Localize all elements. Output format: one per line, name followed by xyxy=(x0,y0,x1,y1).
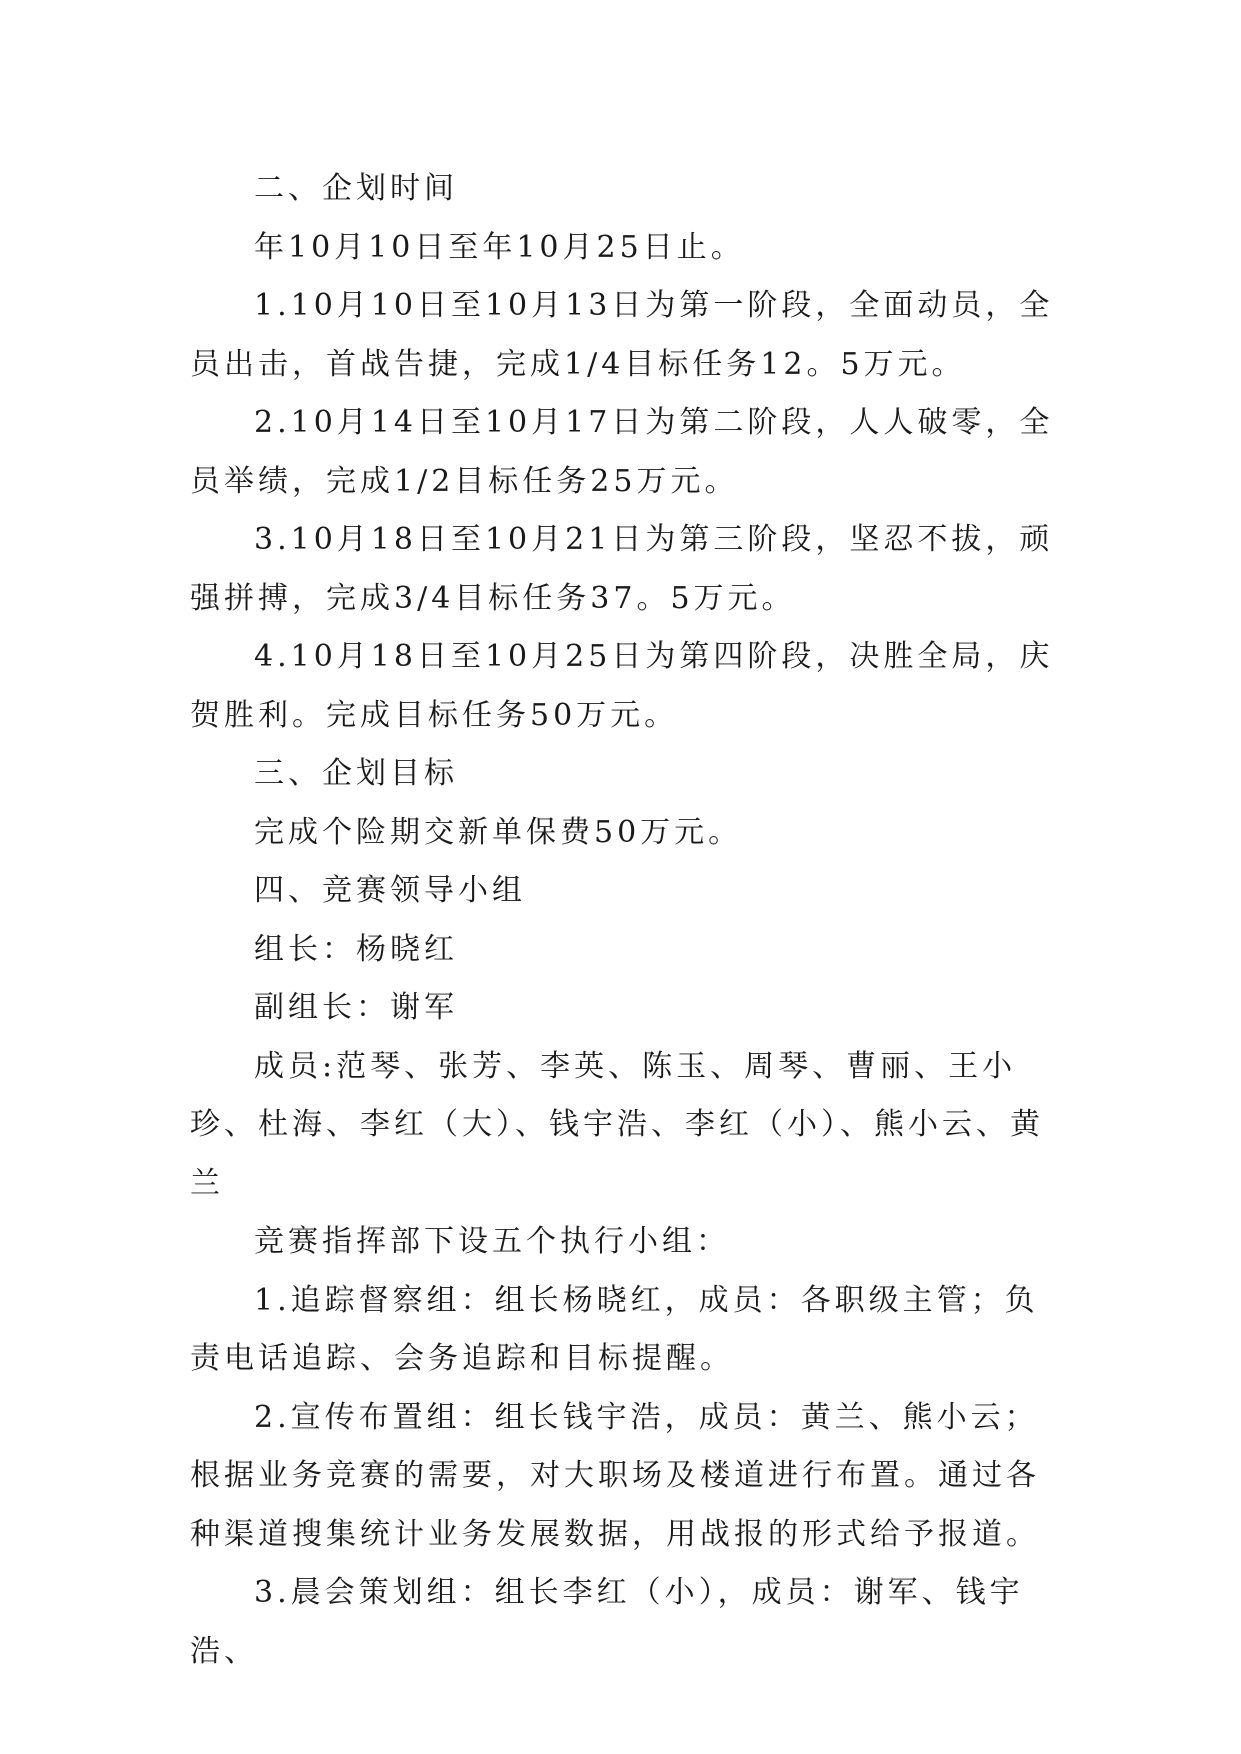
paragraph-phase-1: 1.10月10日至10月13日为第一阶段，全面动员，全员出击，首战告捷，完成1/4目标任务12。5万元。 xyxy=(190,288,1054,382)
paragraph-group-leader: 组长：杨晓红 xyxy=(254,931,458,967)
heading-planning-time: 二、企划时间 xyxy=(254,171,458,206)
paragraph-phase-3: 3.10月18日至10月21日为第三阶段，坚忍不拔，顽强拼搏，完成3/4目标任务37。5万元。 xyxy=(190,522,1054,616)
paragraph-subgroup-2: 2.宣传布置组：组长钱宇浩，成员：黄兰、熊小云；根据业务竞赛的需要，对大职场及楼道进行布置。通过各种渠道搜集统计业务发展数据，用战报的形式给予报道。 xyxy=(190,1399,1040,1552)
heading-leadership-group: 四、竞赛领导小组 xyxy=(254,873,526,908)
paragraph-subgroup-3: 3.晨会策划组：组长李红（小），成员：谢军、钱宇浩、 xyxy=(190,1575,1024,1669)
paragraph-deputy-leader: 副组长：谢军 xyxy=(254,990,458,1025)
document-body xyxy=(190,160,1070,1681)
paragraph-subgroups-intro: 竞赛指挥部下设五个执行小组： xyxy=(254,1224,730,1259)
paragraph-subgroup-1: 1.追踪督察组：组长杨晓红，成员：各职级主管；负责电话追踪、会务追踪和目标提醒。 xyxy=(190,1282,1039,1376)
heading-planning-goal: 三、企划目标 xyxy=(254,756,458,791)
paragraph-phase-4: 4.10月18日至10月25日为第四阶段，决胜全局，庆贺胜利。完成目标任务50万元。 xyxy=(190,639,1054,733)
paragraph-phase-2: 2.10月14日至10月17日为第二阶段，人人破零，全员举绩，完成1/2目标任务25万元。 xyxy=(190,405,1054,499)
paragraph-members: 成员:范琴、张芳、李英、陈玉、周琴、曹丽、王小珍、杜海、李红（大）、钱宇浩、李红（小）、熊小云、黄兰 xyxy=(190,1048,1044,1201)
paragraph-date-range: 年10月10日至年10月25日止。 xyxy=(254,229,745,265)
paragraph-goal: 完成个险期交新单保费50万元。 xyxy=(254,814,743,850)
